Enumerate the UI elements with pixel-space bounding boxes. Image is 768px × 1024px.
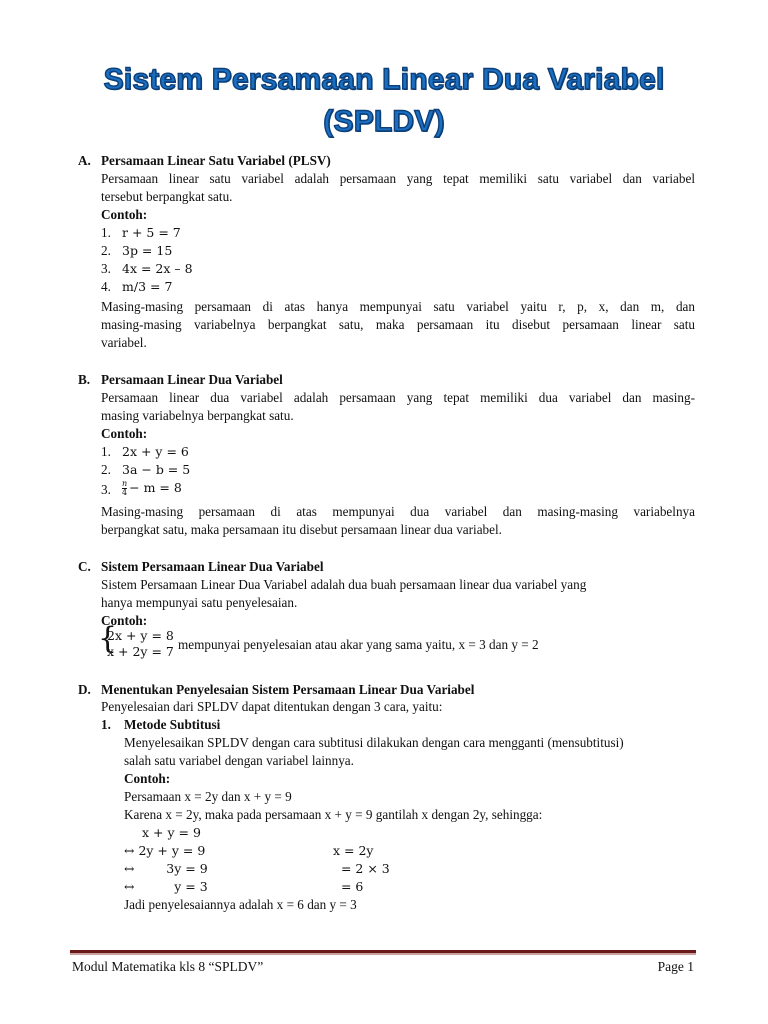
example-number: 4. xyxy=(101,279,111,294)
example-number: 2. xyxy=(101,243,111,258)
section-b-heading: Persamaan Linear Dua Variabel xyxy=(101,372,283,387)
step-right: = 6 xyxy=(333,879,364,894)
step-left: ↔ y = 3 xyxy=(124,879,208,894)
example-equation-fraction xyxy=(122,479,182,497)
section-c-definition: Sistem Persamaan Linear Dua Variabel adalah dua buah persamaan linear dua variabel yang xyxy=(101,577,587,592)
section-a-summary: Masing-masing persamaan di atas hanya mempunyai satu variabel yaitu r, p, x, dan m, dan xyxy=(101,299,695,314)
substitution-explanation: Karena x = 2y, maka pada persamaan x + y = 9 gantilah x dengan 2y, sehingga: xyxy=(124,807,543,822)
page-subtitle: (SPLDV) xyxy=(323,105,445,138)
step-left: ↔ 3y = 9 xyxy=(124,861,208,876)
section-c-marker: C. xyxy=(78,559,91,574)
example-equation: r + 5 = 7 xyxy=(122,225,181,240)
step-right: = 2 × 3 xyxy=(333,861,390,876)
example-number: 2. xyxy=(101,462,111,477)
section-d-contoh-label: Contoh: xyxy=(124,771,171,786)
footer-module-title: Modul Matematika kls 8 “SPLDV” xyxy=(72,959,264,974)
step-left: ↔ 2y + y = 9 xyxy=(124,843,206,858)
fraction-denominator: 4 xyxy=(122,488,128,497)
solution-conclusion: Jadi penyelesaiannya adalah x = 6 dan y = 3 xyxy=(124,897,357,912)
example-number: 3. xyxy=(101,482,111,497)
example-number: 1. xyxy=(101,444,111,459)
section-c-contoh-label: Contoh: xyxy=(101,613,148,628)
given-equations: Persamaan x = 2y dan x + y = 9 xyxy=(124,789,292,804)
system-equation-2: x + 2y = 7 xyxy=(107,644,174,659)
method-description-cont: salah satu variabel dengan variabel lainnya. xyxy=(124,753,354,768)
example-equation: 4x = 2x – 8 xyxy=(122,261,193,276)
section-c-heading: Sistem Persamaan Linear Dua Variabel xyxy=(101,559,324,574)
method-description: Menyelesaikan SPLDV dengan cara subtitusi dilakukan dengan cara mengganti (mensubtitusi) xyxy=(124,735,624,750)
section-a-definition-cont: tersebut berpangkat satu. xyxy=(101,189,233,204)
example-number: 3. xyxy=(101,261,111,276)
section-c-definition-cont: hanya mempunyai satu penyelesaian. xyxy=(101,595,298,610)
fraction xyxy=(122,480,127,497)
equation-rest: − m = 8 xyxy=(129,480,182,495)
example-number: 1. xyxy=(101,225,111,240)
section-a-contoh-label: Contoh: xyxy=(101,207,148,222)
example-equation: m/3 = 7 xyxy=(122,279,173,294)
section-b-contoh-label: Contoh: xyxy=(101,426,148,441)
section-a-summary-end: variabel. xyxy=(101,335,147,350)
section-a-heading: Persamaan Linear Satu Variabel (PLSV) xyxy=(101,153,331,168)
page-number: Page 1 xyxy=(657,959,694,974)
section-b-marker: B. xyxy=(78,372,91,387)
example-equation: 3p = 15 xyxy=(122,243,173,258)
system-solution-text: mempunyai penyelesaian atau akar yang sama yaitu, x = 3 dan y = 2 xyxy=(178,637,539,652)
section-d-heading: Menentukan Penyelesaian Sistem Persamaan Linear Dua Variabel xyxy=(101,682,475,697)
step-right: x = 2y xyxy=(333,843,374,858)
section-d-marker: D. xyxy=(78,682,91,697)
footer-rule-shadow xyxy=(70,953,696,955)
section-b-summary: Masing-masing persamaan di atas mempunyai dua variabel dan masing-masing variabelnya xyxy=(101,504,695,519)
page-title: Sistem Persamaan Linear Dua Variabel xyxy=(103,63,665,96)
fraction-numerator: n xyxy=(122,479,128,488)
section-b-definition-cont: masing variabelnya berpangkat satu. xyxy=(101,408,294,423)
section-a-summary-cont: masing-masing variabelnya berpangkat satu, maka persamaan itu disebut persamaan linear satu xyxy=(101,317,695,332)
example-equation: 2x + y = 6 xyxy=(122,444,189,459)
section-d-intro: Penyelesaian dari SPLDV dapat ditentukan dengan 3 cara, yaitu: xyxy=(101,699,443,714)
method-number: 1. xyxy=(101,717,111,732)
section-a-definition: Persamaan linear satu variabel adalah persamaan yang tepat memiliki satu variabel dan variabel xyxy=(101,171,695,186)
step-left: x + y = 9 xyxy=(142,825,201,840)
method-title: Metode Subtitusi xyxy=(124,717,221,732)
section-b-definition: Persamaan linear dua variabel adalah persamaan yang tepat memiliki dua variabel dan masing- xyxy=(101,390,695,405)
example-equation: 3a − b = 5 xyxy=(122,462,191,477)
section-b-summary-cont: berpangkat satu, maka persamaan itu disebut persamaan linear dua variabel. xyxy=(101,522,502,537)
left-brace-icon: { xyxy=(98,621,118,656)
system-equation-1: 2x + y = 8 xyxy=(107,628,174,643)
section-a-marker: A. xyxy=(78,153,91,168)
